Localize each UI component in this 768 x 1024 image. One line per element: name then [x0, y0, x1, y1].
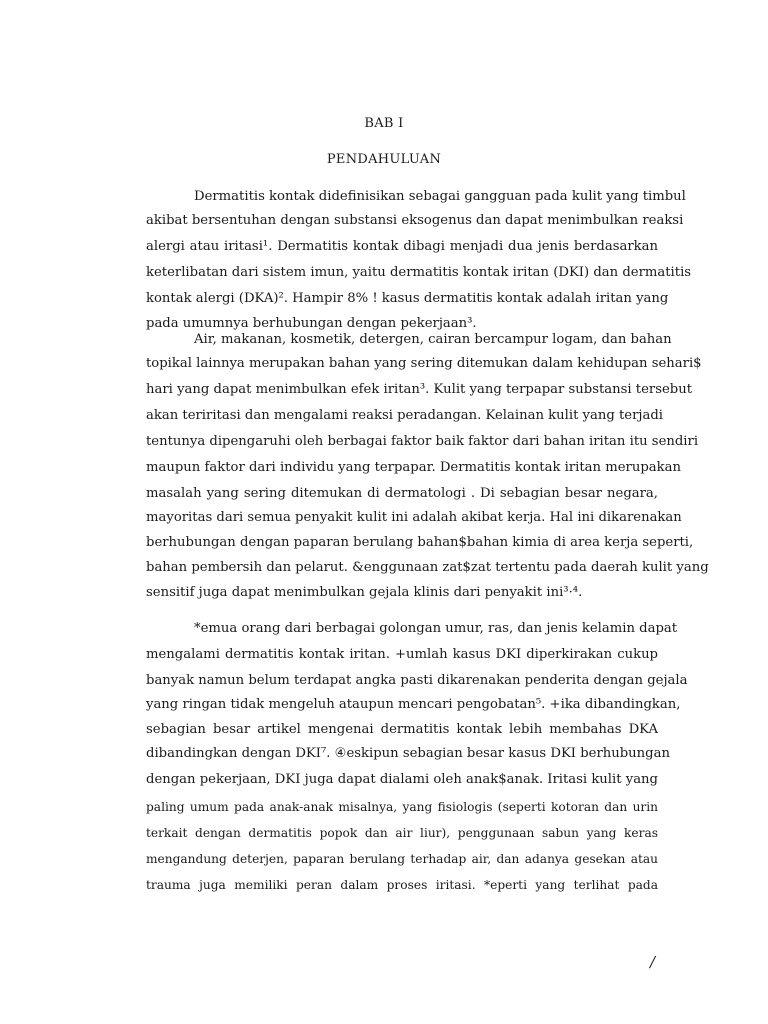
- paragraph-line: sensitif juga dapat menimbulkan gejala klinis dari penyakit ini³·⁴.: [146, 585, 583, 600]
- page-number: /: [650, 953, 656, 971]
- paragraph-line: berhubungan dengan paparan berulang bahan$bahan kimia di area kerja seperti,: [146, 535, 694, 550]
- paragraph-line: pada umumnya berhubungan dengan pekerjaan³.: [146, 316, 477, 331]
- paragraph-line: paling umum pada anak-anak misalnya, yang fisiologis (seperti kotoran dan urin: [146, 800, 658, 814]
- paragraph-line: trauma juga memiliki peran dalam proses iritasi. *eperti yang terlihat pada: [146, 878, 658, 892]
- paragraph-line: sebagian besar artikel mengenai dermatitis kontak lebih membahas DKA: [146, 722, 658, 737]
- paragraph-line: akan teriritasi dan mengalami reaksi peradangan. Kelainan kulit yang terjadi: [146, 408, 664, 423]
- paragraph-line: dengan pekerjaan, DKI juga dapat dialami oleh anak$anak. Iritasi kulit yang: [146, 772, 658, 787]
- paragraph-line: alergi atau iritasi¹. Dermatitis kontak dibagi menjadi dua jenis berdasarkan: [146, 239, 658, 254]
- paragraph-line: akibat bersentuhan dengan substansi eksogenus dan dapat menimbulkan reaksi: [146, 213, 684, 228]
- paragraph-line: bahan pembersih dan pelarut. &enggunaan zat$zat tertentu pada daerah kulit yang: [146, 560, 709, 575]
- paragraph-line: mayoritas dari semua penyakit kulit ini adalah akibat kerja. Hal ini dikarenakan: [146, 510, 682, 525]
- paragraph-line: Air, makanan, kosmetik, detergen, cairan bercampur logam, dan bahan: [194, 332, 672, 347]
- paragraph-line: tentunya dipengaruhi oleh berbagai faktor baik faktor dari bahan iritan itu sendiri: [146, 434, 699, 449]
- paragraph-line: Dermatitis kontak didefinisikan sebagai gangguan pada kulit yang timbul: [194, 189, 686, 204]
- paragraph-line: hari yang dapat menimbulkan efek iritan³. Kulit yang terpapar substansi tersebut: [146, 382, 693, 397]
- paragraph-line: banyak namun belum terdapat angka pasti dikarenakan penderita dengan gejala: [146, 673, 688, 688]
- paragraph-line: keterlibatan dari sistem imun, yaitu dermatitis kontak iritan (DKI) dan dermatitis: [146, 265, 692, 280]
- paragraph-line: masalah yang sering ditemukan di dermatologi . Di sebagian besar negara,: [146, 486, 658, 501]
- paragraph-line: mengandung deterjen, paparan berulang terhadap air, dan adanya gesekan atau: [146, 852, 658, 866]
- paragraph-line: kontak alergi (DKA)². Hampir 8% ! kasus dermatitis kontak adalah iritan yang: [146, 291, 669, 306]
- paragraph-line: yang ringan tidak mengeluh ataupun mencari pengobatan⁵. +ika dibandingkan,: [146, 697, 681, 712]
- paragraph-line: *emua orang dari berbagai golongan umur, ras, dan jenis kelamin dapat: [194, 621, 678, 636]
- chapter-heading: BAB I: [364, 116, 404, 131]
- chapter-title: PENDAHULUAN: [326, 152, 442, 167]
- paragraph-line: terkait dengan dermatitis popok dan air liur), penggunaan sabun yang keras: [146, 826, 658, 840]
- paragraph-line: dibandingkan dengan DKI⁷. ④eskipun sebagian besar kasus DKI berhubungan: [146, 746, 670, 761]
- paragraph-line: topikal lainnya merupakan bahan yang sering ditemukan dalam kehidupan sehari$: [146, 356, 702, 371]
- paragraph-line: maupun faktor dari individu yang terpapar. Dermatitis kontak iritan merupakan: [146, 460, 681, 475]
- paragraph-line: mengalami dermatitis kontak iritan. +umlah kasus DKI diperkirakan cukup: [146, 647, 658, 662]
